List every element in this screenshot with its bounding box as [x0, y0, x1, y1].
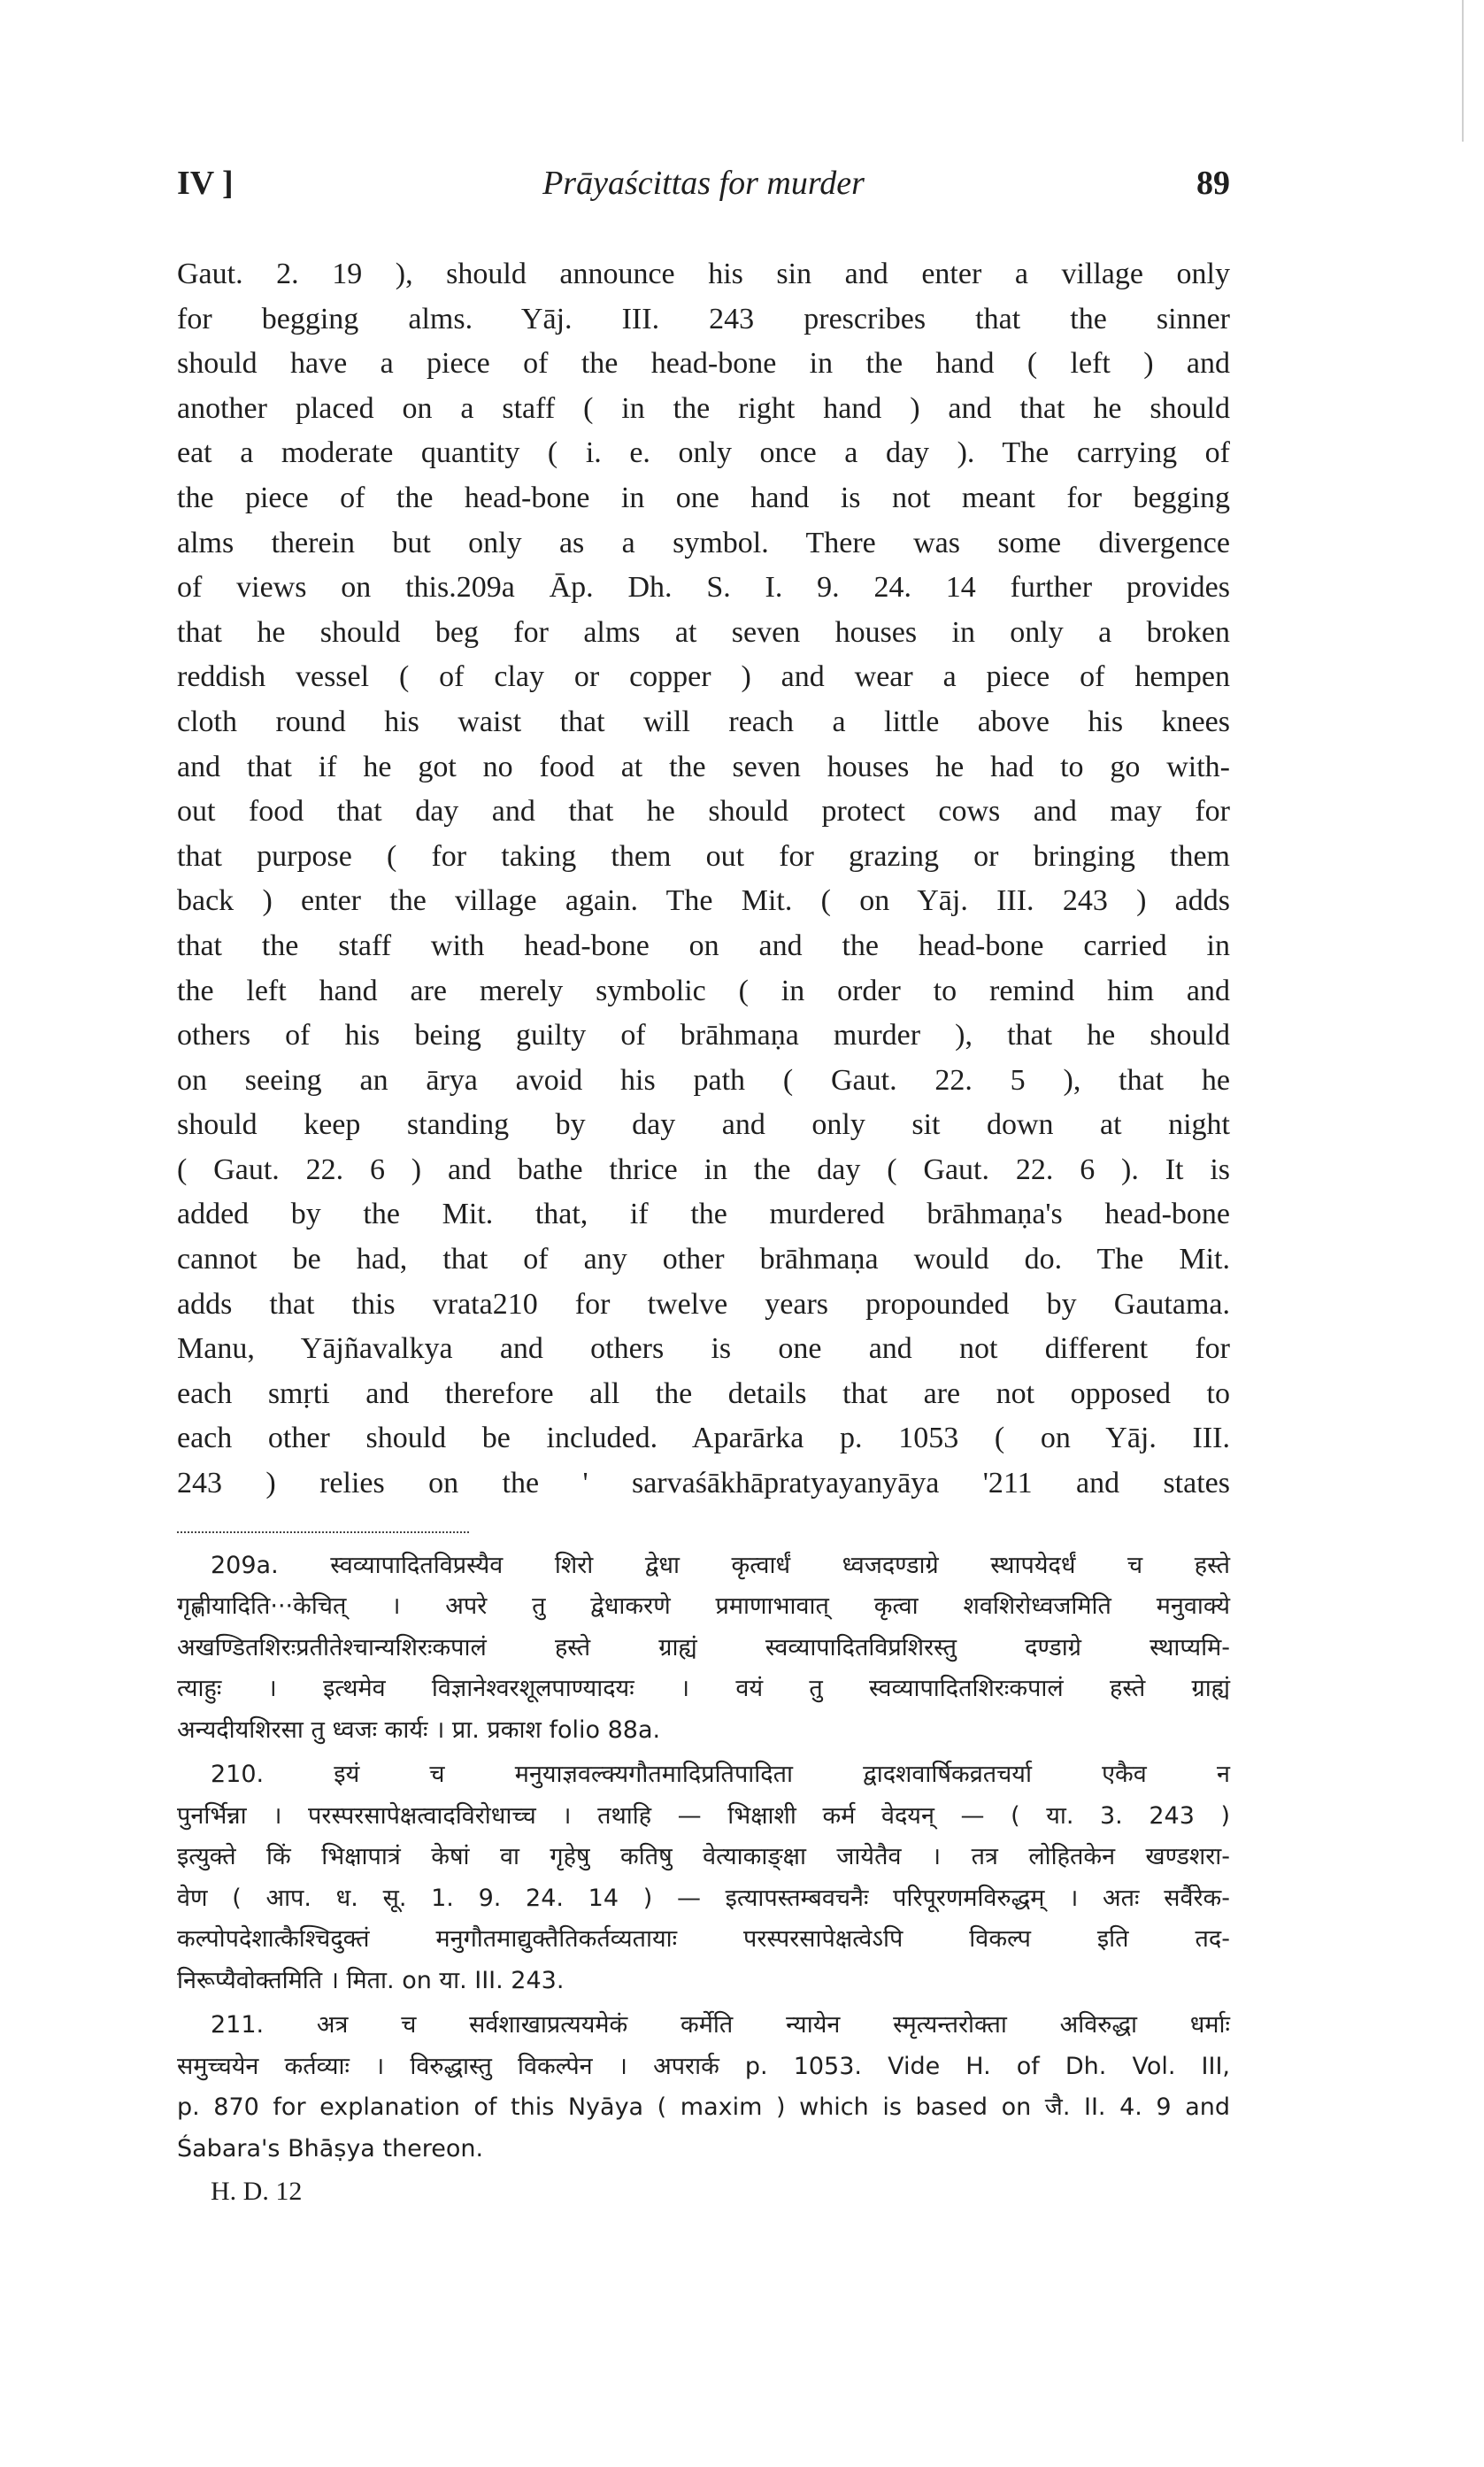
chapter-number: IV ]: [177, 165, 234, 202]
body-line: another placed on a staff ( in the right hand ) and that he should: [177, 391, 1230, 425]
body-line: cloth round his waist that will reach a little above his knees: [177, 705, 1230, 738]
body-line: Manu, Yājñavalkya and others is one and not different for: [177, 1332, 1230, 1366]
body-line: cannot be had, that of any other brāhmaṇa would do. The Mit.: [177, 1243, 1230, 1276]
body-line: added by the Mit. that, if the murdered brāhmaṇa's head-bone: [177, 1198, 1230, 1231]
footnote-line: वेण ( आप. ध. सू. 1. 9. 24. 14 ) — इत्यापस्तम्बवचनैः परिपूरणमविरुद्धम् । अतः सर्वैरेक-: [177, 1884, 1230, 1912]
body-line: alms therein but only as a symbol. There was some divergence: [177, 526, 1230, 559]
page-number: 89: [1196, 165, 1230, 202]
body-line: the left hand are merely symbolic ( in order to remind him and: [177, 974, 1230, 1007]
body-line: the piece of the head-bone in one hand is not meant for begging: [177, 481, 1230, 514]
body-line: eat a moderate quantity ( i. e. only once a day ). The carrying of: [177, 436, 1230, 470]
body-line: and that if he got no food at the seven houses he had to go with-: [177, 750, 1230, 783]
footnote-line: गृह्णीयादिति···केचित् । अपरे तु द्वेधाकरणे प्रमाणाभावात् कृत्वा शवशिरोध्वजमिति मनुवाक्ये: [177, 1592, 1230, 1621]
body-line: Gaut. 2. 19 ), should announce his sin and enter a village only: [177, 258, 1230, 290]
footnote-line: निरूप्यैवोक्तमिति । मिता. on या. III. 243.: [177, 1966, 565, 1994]
running-header: [177, 164, 1230, 217]
footnote-line: त्याहुः । इत्थमेव विज्ञानेश्वरशूलपाण्यादयः । वयं तु स्वव्यापादितशिरःकपालं हस्ते ग्राह्यं: [177, 1675, 1230, 1703]
footnote-211: [177, 2005, 1230, 2170]
body-line: for begging alms. Yāj. III. 243 prescribes that the sinner: [177, 302, 1230, 335]
body-line: out food that day and that he should protect cows and may for: [177, 795, 1230, 829]
footnote-209a: [177, 1546, 1230, 1752]
footnote-line: Śabara's Bhāṣya thereon.: [177, 2134, 484, 2162]
footnote-line: 210. इयं च मनुयाज्ञवल्क्यगौतमादिप्रतिपादिता द्वादशवार्षिकव्रतचर्या एकैव न: [211, 1761, 1230, 1789]
body-line: each smṛti and therefore all the details that are not opposed to: [177, 1376, 1230, 1410]
footnote-line: कल्पोपदेशात्कैश्चिदुक्तं मनुगौतमाद्युक्तैतिकर्तव्यतायाः परस्परसापेक्षत्वेऽपि विकल्प इति तद-: [177, 1925, 1230, 1954]
body-line: should keep standing by day and only sit down at night: [177, 1108, 1230, 1142]
footnotes: [177, 1546, 1230, 2170]
footnote-210: [177, 1754, 1230, 2001]
body-line: that he should beg for alms at seven houses in only a broken: [177, 615, 1230, 649]
footnote-line: p. 870 for explanation of this Nyāya ( maxim ) which is based on जै. II. 4. 9 and: [177, 2093, 1230, 2122]
main-text: [177, 252, 1230, 1507]
footnote-line: 209a. स्वव्यापादितविप्रस्यैव शिरो द्वेधा कृत्वार्धं ध्वजदण्डाग्रे स्थापयेदर्धं च हस्ते: [211, 1551, 1230, 1579]
footnote-line: पुनर्भिन्ना । परस्परसापेक्षत्वादविरोधाच्च । तथाहि — भिक्षाशी कर्म वेदयन् — ( या. 3. 243 ): [177, 1801, 1230, 1830]
footnote-line: 211. अत्र च सर्वशाखाप्रत्ययमेकं कर्मेति न्यायेन स्मृत्यन्तरोक्ता अविरुद्धा धर्माः: [211, 2011, 1230, 2039]
body-line: that purpose ( for taking them out for grazing or bringing them: [177, 839, 1230, 873]
body-line: of views on this.209a Āp. Dh. S. I. 9. 24. 14 further provides: [177, 571, 1230, 605]
footnote-separator: [177, 1524, 469, 1533]
body-line: adds that this vrata210 for twelve years propounded by Gautama.: [177, 1287, 1230, 1321]
signature-mark: H. D. 12: [211, 2177, 303, 2207]
book-page: [177, 164, 1230, 2212]
body-line: 243 ) relies on the ' sarvaśākhāpratyayanyāya '211 and states: [177, 1467, 1230, 1500]
body-line: others of his being guilty of brāhmaṇa murder ), that he should: [177, 1019, 1230, 1052]
scan-edge-mark: [1462, 0, 1464, 142]
footnote-line: इत्युक्ते किं भिक्षापात्रं केषां वा गृहेषु कतिषु वेत्याकाङ्क्षा जायेतैव । तत्र लोहितकेन खण्डशरा-: [177, 1843, 1230, 1871]
body-line: on seeing an ārya avoid his path ( Gaut. 22. 5 ), that he: [177, 1063, 1230, 1097]
footnote-line: अन्यदीयशिरसा तु ध्वजः कार्यः । प्रा. प्रकाश folio 88a.: [177, 1715, 661, 1744]
body-line: that the staff with head-bone on and the head-bone carried in: [177, 929, 1230, 962]
body-line: should have a piece of the head-bone in the hand ( left ) and: [177, 347, 1230, 381]
running-title: Prāyaścittas for murder: [542, 165, 865, 202]
body-line: each other should be included. Aparārka p. 1053 ( on Yāj. III.: [177, 1422, 1230, 1455]
body-line: ( Gaut. 22. 6 ) and bathe thrice in the day ( Gaut. 22. 6 ). It is: [177, 1153, 1230, 1186]
body-line: reddish vessel ( of clay or copper ) and wear a piece of hempen: [177, 660, 1230, 694]
footnote-line: अखण्डितशिरःप्रतीतेश्चान्यशिरःकपालं हस्ते ग्राह्यं स्वव्यापादितविप्रशिरस्तु दण्डाग्रे स्थाप्यमि-: [177, 1633, 1230, 1661]
footnote-line: समुच्चयेन कर्तव्याः । विरुद्धास्तु विकल्पेन । अपरार्क p. 1053. Vide H. of Dh. Vol. III,: [177, 2052, 1230, 2080]
body-line: back ) enter the village again. The Mit. ( on Yāj. III. 243 ) adds: [177, 884, 1230, 918]
